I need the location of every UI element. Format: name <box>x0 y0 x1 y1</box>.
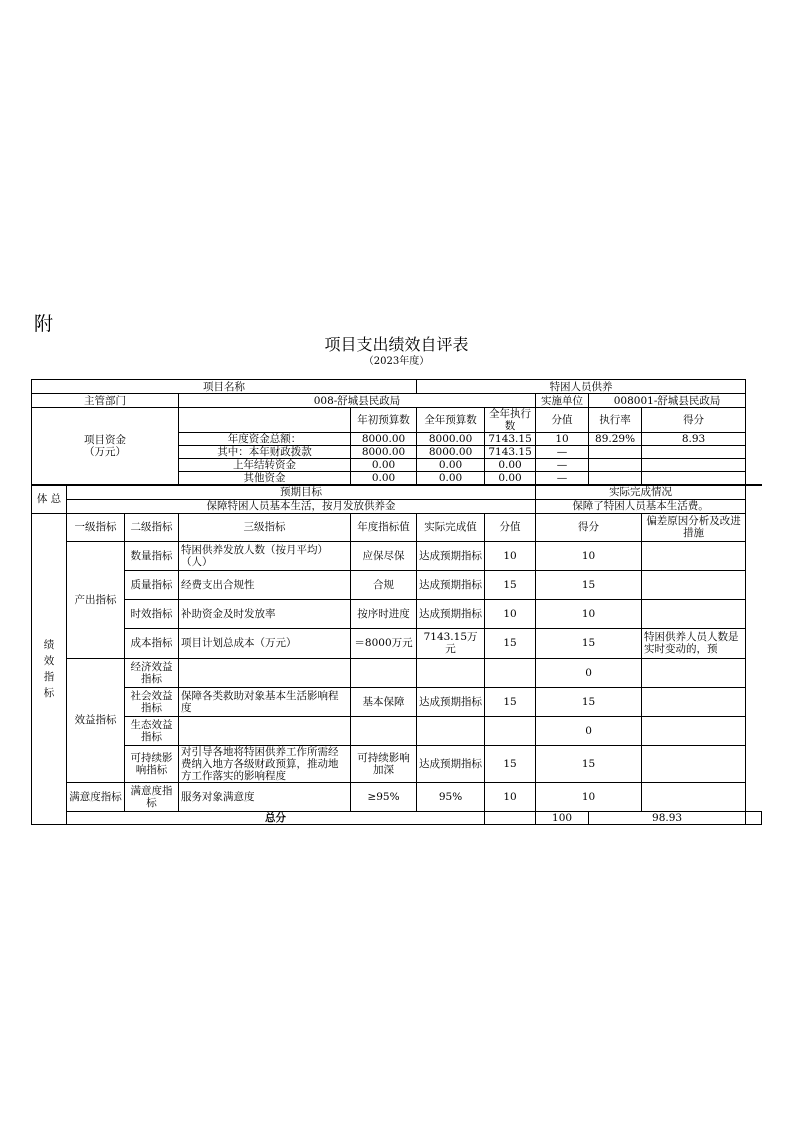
indicator-target: 可持续影响加深 <box>351 745 417 782</box>
indicator-actual: 达成预期指标 <box>417 687 485 716</box>
indicator-level3 <box>179 716 351 745</box>
funds-label: 项目资金 <box>84 434 126 446</box>
funds-header-executed: 全年执行数 <box>485 408 536 433</box>
indicator-row <box>32 658 762 687</box>
indicator-level3: 保障各类救助对象基本生活影响程度 <box>179 687 351 716</box>
indicator-reason <box>642 745 746 782</box>
funds-score <box>642 472 746 486</box>
indicator-level2: 质量指标 <box>125 570 179 599</box>
indicator-actual <box>417 716 485 745</box>
funds-row-label: 其他资金 <box>179 472 351 486</box>
page-title: 项目支出绩效自评表 <box>324 335 469 354</box>
funds-rate <box>589 446 642 459</box>
funds-label-cell <box>32 408 179 486</box>
indicator-score: 15 <box>536 628 642 658</box>
indicator-level3: 补助资金及时发放率 <box>179 599 351 628</box>
indicator-row <box>32 599 762 628</box>
indicator-reason <box>642 570 746 599</box>
indicator-score-value: 10 <box>485 782 536 811</box>
indicator-target: ＝8000万元 <box>351 628 417 658</box>
satisfaction-indicator-label: 满意度指标 <box>67 782 125 811</box>
indicator-level3: 服务对象满意度 <box>179 782 351 811</box>
indicator-score: 0 <box>536 716 642 745</box>
indicator-actual <box>417 658 485 687</box>
total-label: 总分 <box>67 811 485 824</box>
indicator-reason <box>642 782 746 811</box>
indicator-score-value: 15 <box>485 687 536 716</box>
funds-header-score: 得分 <box>642 408 746 433</box>
indicator-level2: 经济效益指标 <box>125 658 179 687</box>
indicator-target: 应保尽保 <box>351 541 417 570</box>
indicator-row <box>32 570 762 599</box>
indicator-reason <box>642 599 746 628</box>
indicator-score-value <box>485 716 536 745</box>
indicator-level3: 特困供养发放人数（按月平均）（人） <box>179 541 351 570</box>
funds-initial: 0.00 <box>351 472 417 486</box>
indicator-actual: 达成预期指标 <box>417 570 485 599</box>
funds-header-score-value: 分值 <box>536 408 589 433</box>
project-name-value: 特困人员供养 <box>417 380 746 394</box>
indicator-level2: 社会效益指标 <box>125 687 179 716</box>
indicator-level2: 生态效益指标 <box>125 716 179 745</box>
indicator-level2: 数量指标 <box>125 541 179 570</box>
indicator-level3 <box>179 658 351 687</box>
indicator-target: 合规 <box>351 570 417 599</box>
indicator-header-row <box>32 513 762 541</box>
funds-row-label: 年度资金总额： <box>179 433 351 446</box>
header-level1: 一级指标 <box>67 513 125 541</box>
indicator-actual: 达成预期指标 <box>417 541 485 570</box>
total-score: 98.93 <box>589 811 746 824</box>
indicator-target: 基本保障 <box>351 687 417 716</box>
funds-score-value: — <box>536 472 589 486</box>
dept-label: 主管部门 <box>32 394 179 408</box>
funds-rate: 89.29% <box>589 433 642 446</box>
indicator-score-value: 15 <box>485 745 536 782</box>
indicator-target <box>351 658 417 687</box>
funds-executed: 0.00 <box>485 472 536 486</box>
funds-initial: 8000.00 <box>351 446 417 459</box>
header-actual: 实际完成值 <box>417 513 485 541</box>
indicators-side-text: 绩效指标 <box>43 638 55 699</box>
indicator-score: 15 <box>536 745 642 782</box>
attachment-label: 附 <box>34 313 54 335</box>
output-indicator-label: 产出指标 <box>67 541 125 658</box>
indicator-score-value: 15 <box>485 628 536 658</box>
funds-header-blank <box>179 408 351 433</box>
funds-row-label: 上年结转资金 <box>179 459 351 472</box>
dept-value: 008-舒城县民政局 <box>179 394 536 408</box>
project-name-label: 项目名称 <box>32 380 417 394</box>
indicator-score: 10 <box>536 782 642 811</box>
funds-annual: 0.00 <box>417 472 485 486</box>
indicator-reason <box>642 658 746 687</box>
funds-score: 8.93 <box>642 433 746 446</box>
funds-initial: 8000.00 <box>351 433 417 446</box>
indicators-side-label <box>32 513 67 824</box>
indicator-level2: 时效指标 <box>125 599 179 628</box>
indicator-actual: 95% <box>417 782 485 811</box>
indicator-score-value <box>485 658 536 687</box>
indicator-reason <box>642 687 746 716</box>
funds-row-label: 其中：本年财政拨款 <box>179 446 351 459</box>
indicator-score: 0 <box>536 658 642 687</box>
funds-rate <box>589 459 642 472</box>
funds-header-row <box>32 408 762 433</box>
funds-header-annual: 全年预算数 <box>417 408 485 433</box>
header-reason: 偏差原因分析及改进措施 <box>642 513 746 541</box>
indicator-actual: 达成预期指标 <box>417 599 485 628</box>
indicator-reason: 特困供养人员人数是实时变动的，预 <box>642 628 746 658</box>
total-reason <box>746 811 762 824</box>
indicator-level3: 对引导各地将特困供养工作所需经费纳入地方各级财政预算，推动地方工作落实的影响程度 <box>179 745 351 782</box>
goals-actual-label: 实际完成情况 <box>536 485 746 499</box>
indicator-level2: 满意度指标 <box>125 782 179 811</box>
funds-header-initial: 年初预算数 <box>351 408 417 433</box>
funds-executed: 0.00 <box>485 459 536 472</box>
header-score: 得分 <box>536 513 642 541</box>
funds-rate <box>589 472 642 486</box>
indicator-row <box>32 628 762 658</box>
indicator-reason <box>642 541 746 570</box>
header-level3: 三级指标 <box>179 513 351 541</box>
indicator-target: 按序时进度 <box>351 599 417 628</box>
header-target: 年度指标值 <box>351 513 417 541</box>
indicator-row <box>32 687 762 716</box>
indicator-score: 15 <box>536 687 642 716</box>
funds-executed: 7143.15 <box>485 433 536 446</box>
goals-actual: 保障了特困人员基本生活费。 <box>536 499 746 513</box>
funds-annual: 8000.00 <box>417 433 485 446</box>
department-row <box>32 394 762 408</box>
funds-initial: 0.00 <box>351 459 417 472</box>
total-row <box>32 811 762 824</box>
indicator-level2: 可持续影响指标 <box>125 745 179 782</box>
indicator-level3: 经费支出合规性 <box>179 570 351 599</box>
indicator-score-value: 15 <box>485 570 536 599</box>
indicator-score-value: 10 <box>485 599 536 628</box>
indicator-actual: 7143.15万元 <box>417 628 485 658</box>
indicator-row <box>32 541 762 570</box>
funds-header-rate: 执行率 <box>589 408 642 433</box>
funds-score <box>642 446 746 459</box>
funds-score <box>642 459 746 472</box>
funds-annual: 8000.00 <box>417 446 485 459</box>
impl-value: 008001-舒城县民政局 <box>589 394 746 408</box>
indicator-score: 10 <box>536 599 642 628</box>
funds-executed: 7143.15 <box>485 446 536 459</box>
project-name-row <box>32 380 762 394</box>
indicator-target: ≥95% <box>351 782 417 811</box>
funds-score-value: — <box>536 446 589 459</box>
indicator-score: 10 <box>536 541 642 570</box>
impl-label: 实施单位 <box>536 394 589 408</box>
goals-header-row <box>32 485 762 499</box>
goals-content-row <box>32 499 762 513</box>
indicator-level3: 项目计划总成本（万元） <box>179 628 351 658</box>
indicator-row <box>32 782 762 811</box>
goals-label: 体 总 <box>32 485 67 513</box>
goals-expected-label: 预期目标 <box>67 485 536 499</box>
funds-annual: 0.00 <box>417 459 485 472</box>
performance-table <box>31 379 762 825</box>
total-score-value: 100 <box>536 811 589 824</box>
indicator-level2: 成本指标 <box>125 628 179 658</box>
indicator-row <box>32 716 762 745</box>
funds-unit: （万元） <box>84 446 126 458</box>
indicator-reason <box>642 716 746 745</box>
indicator-actual: 达成预期指标 <box>417 745 485 782</box>
indicator-target <box>351 716 417 745</box>
indicator-score-value: 10 <box>485 541 536 570</box>
indicator-score: 15 <box>536 570 642 599</box>
funds-score-value: 10 <box>536 433 589 446</box>
header-level2: 二级指标 <box>125 513 179 541</box>
header-score-value: 分值 <box>485 513 536 541</box>
funds-score-value: — <box>536 459 589 472</box>
indicator-row <box>32 745 762 782</box>
total-blank <box>485 811 536 824</box>
page-subtitle: （2023年度） <box>363 356 430 367</box>
goals-expected: 保障特困人员基本生活，按月发放供养金 <box>67 499 536 513</box>
benefit-indicator-label: 效益指标 <box>67 658 125 782</box>
